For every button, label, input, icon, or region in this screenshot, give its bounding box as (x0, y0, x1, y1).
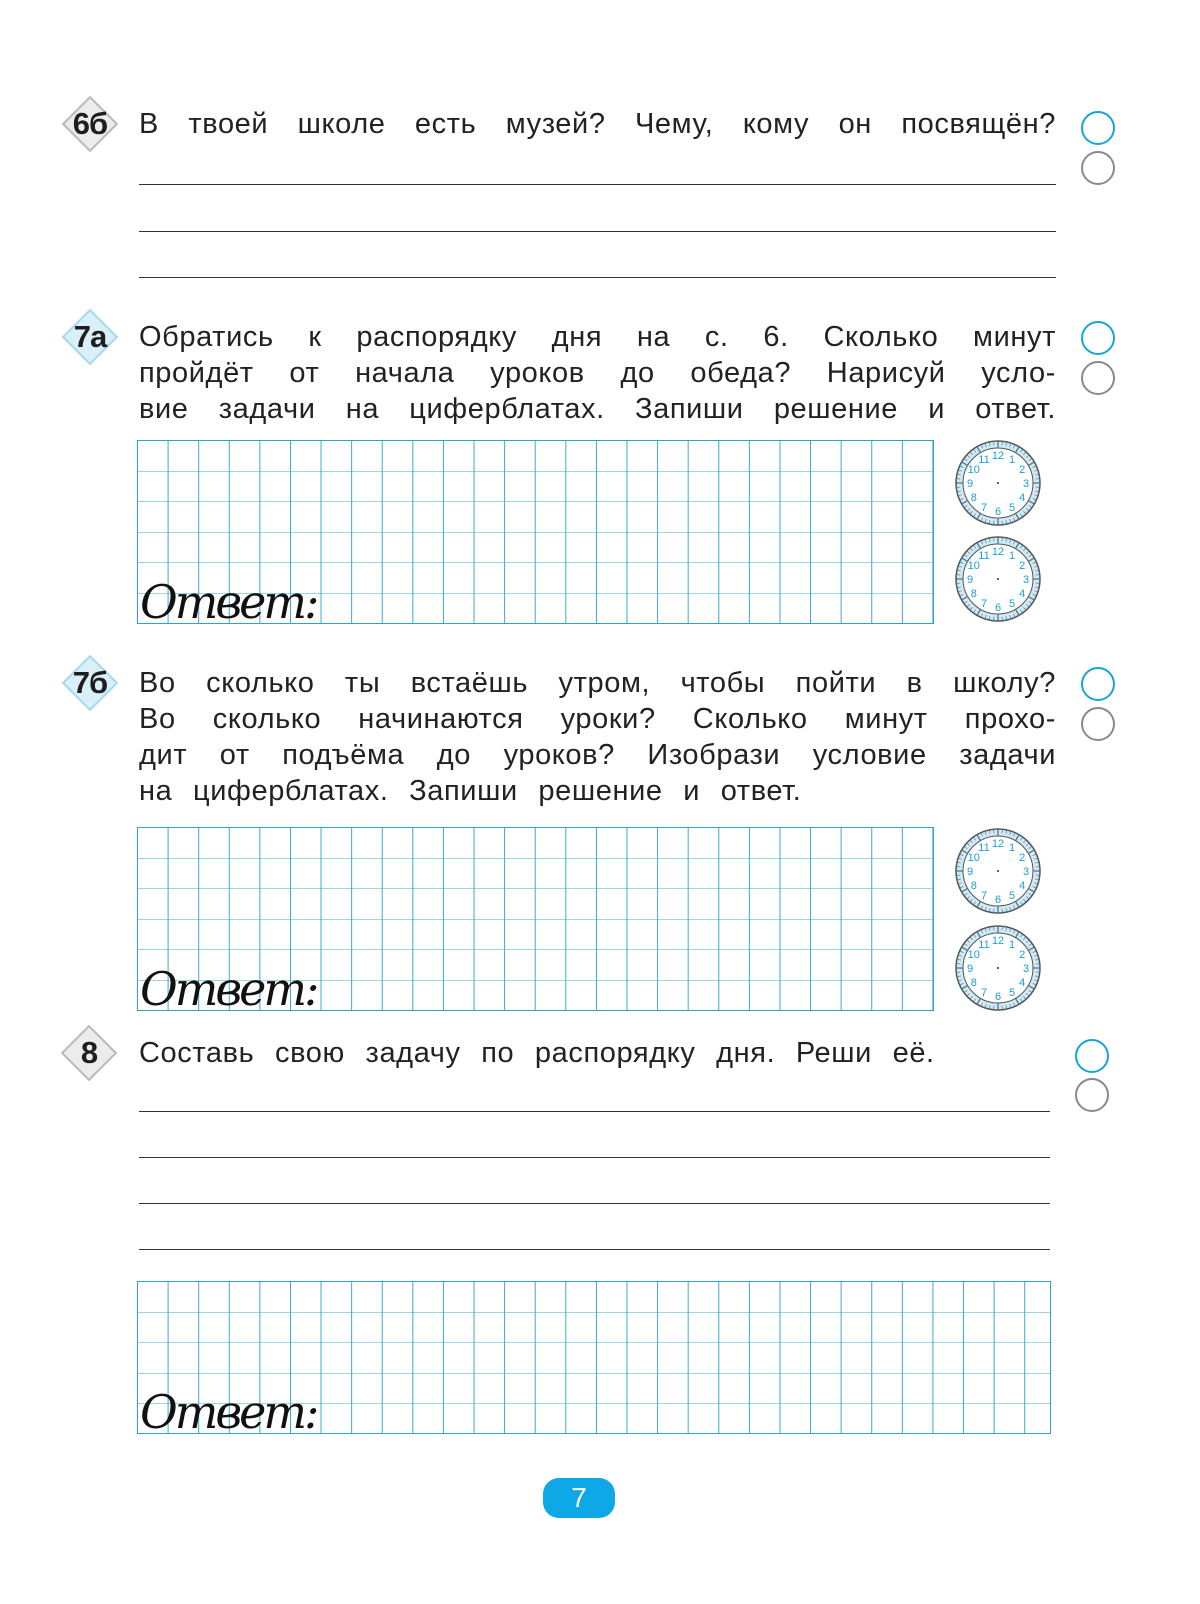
clock-number: 4 (1019, 880, 1026, 892)
clock-number: 1 (1008, 841, 1016, 854)
task-7b-text-line: Во сколько начинаются уроки? Сколько минут прохо- (139, 703, 1056, 735)
clock-number: 5 (1008, 890, 1016, 903)
task-badge-8 (60, 1024, 118, 1082)
clock-number: 11 (978, 453, 990, 466)
answer-line[interactable] (139, 1203, 1050, 1204)
clock-number: 12 (991, 450, 1005, 462)
clock-number: 12 (991, 935, 1005, 947)
answer-label: Ответ: (140, 1385, 317, 1439)
task-7a-text-line: Обратись к распорядку дня на с. 6. Сколько минут (139, 321, 1056, 353)
clock-number: 1 (1008, 549, 1016, 562)
clock-number: 10 (967, 852, 980, 864)
clock-face-icon[interactable] (953, 438, 1043, 528)
clock-number: 9 (966, 478, 974, 490)
task-7a-text-line: вие задачи на циферблатах. Запиши решение и ответ. (139, 393, 1056, 425)
clock-number: 7 (980, 987, 988, 1000)
clock-number: 8 (970, 880, 977, 892)
answer-line[interactable] (139, 277, 1056, 278)
task-number: 7б (72, 665, 108, 700)
clock-number: 11 (978, 549, 990, 562)
clock-number: 3 (1022, 866, 1030, 878)
answer-line[interactable] (139, 231, 1056, 232)
answer-grid[interactable] (137, 440, 934, 629)
answer-label: Ответ: (140, 575, 317, 629)
clock-face-icon[interactable] (953, 923, 1043, 1013)
clock-number: 2 (1019, 560, 1026, 572)
clock-center (997, 578, 999, 580)
clock-number: 5 (1008, 987, 1016, 1000)
clock-number: 3 (1022, 478, 1030, 490)
self-check-circle-gray[interactable] (1075, 1078, 1109, 1112)
clock-number: 7 (980, 598, 988, 611)
clock-number: 11 (978, 938, 990, 951)
clock-number: 10 (967, 464, 980, 476)
clock-center (997, 967, 999, 969)
self-check-circle-blue[interactable] (1081, 667, 1115, 701)
clock-number: 4 (1019, 492, 1026, 504)
task-8-text: Составь свою задачу по распорядку дня. Реши её. (139, 1037, 935, 1069)
self-check-circle-blue[interactable] (1081, 111, 1115, 145)
task-7b-text-line: дит от подъёма до уроков? Изобрази условие задачи (139, 739, 1056, 771)
page-number: 7 (543, 1478, 615, 1518)
clock-number: 2 (1019, 852, 1026, 864)
clock-face-icon[interactable] (953, 534, 1043, 624)
clock-number: 4 (1019, 588, 1026, 600)
clock-number: 5 (1008, 598, 1016, 611)
clock-number: 10 (967, 949, 980, 961)
clock-number: 9 (966, 963, 974, 975)
clock-number: 4 (1019, 977, 1026, 989)
clock-number: 7 (980, 890, 988, 903)
task-badge-6b (61, 95, 119, 153)
clock-number: 8 (970, 492, 977, 504)
answer-line[interactable] (139, 1249, 1050, 1250)
clock-number: 2 (1019, 464, 1026, 476)
task-number: 7а (73, 319, 107, 354)
answer-grid[interactable] (137, 827, 934, 1016)
answer-label: Ответ: (140, 962, 317, 1016)
self-check-circle-gray[interactable] (1081, 707, 1115, 741)
answer-line[interactable] (139, 1157, 1050, 1158)
clock-number: 11 (978, 841, 990, 854)
task-number: 8 (80, 1035, 98, 1070)
clock-number: 9 (966, 866, 974, 878)
answer-line[interactable] (139, 1111, 1050, 1112)
clock-number: 10 (967, 560, 980, 572)
clock-number: 1 (1008, 453, 1016, 466)
clock-number: 8 (970, 977, 977, 989)
task-7a-text-line: пройдёт от начала уроков до обеда? Нарисуй усло- (139, 357, 1056, 389)
clock-number: 6 (994, 894, 1002, 906)
answer-grid[interactable] (137, 1281, 1051, 1439)
clock-number: 6 (994, 506, 1002, 518)
clock-center (997, 870, 999, 872)
self-check-circle-blue[interactable] (1075, 1039, 1109, 1073)
answer-line[interactable] (139, 184, 1056, 185)
task-number: 6б (72, 106, 108, 141)
task-7b-text-line: на циферблатах. Запиши решение и ответ. (139, 775, 802, 807)
clock-number: 6 (994, 602, 1002, 614)
task-badge-7a (61, 308, 119, 366)
clock-number: 9 (966, 574, 974, 586)
clock-number: 12 (991, 838, 1005, 850)
clock-center (997, 482, 999, 484)
clock-number: 2 (1019, 949, 1026, 961)
clock-number: 8 (970, 588, 977, 600)
task-6b-text: В твоей школе есть музей? Чему, кому он посвящён? (139, 108, 1056, 140)
clock-number: 3 (1022, 963, 1030, 975)
clock-number: 12 (991, 546, 1005, 558)
clock-face-icon[interactable] (953, 826, 1043, 916)
task-badge-7b (61, 654, 119, 712)
clock-number: 7 (980, 502, 988, 515)
self-check-circle-gray[interactable] (1081, 361, 1115, 395)
task-7b-text-line: Во сколько ты встаёшь утром, чтобы пойти в школу? (139, 667, 1056, 699)
self-check-circle-gray[interactable] (1081, 151, 1115, 185)
clock-number: 5 (1008, 502, 1016, 515)
clock-number: 3 (1022, 574, 1030, 586)
clock-number: 1 (1008, 938, 1016, 951)
clock-number: 6 (994, 991, 1002, 1003)
self-check-circle-blue[interactable] (1081, 321, 1115, 355)
